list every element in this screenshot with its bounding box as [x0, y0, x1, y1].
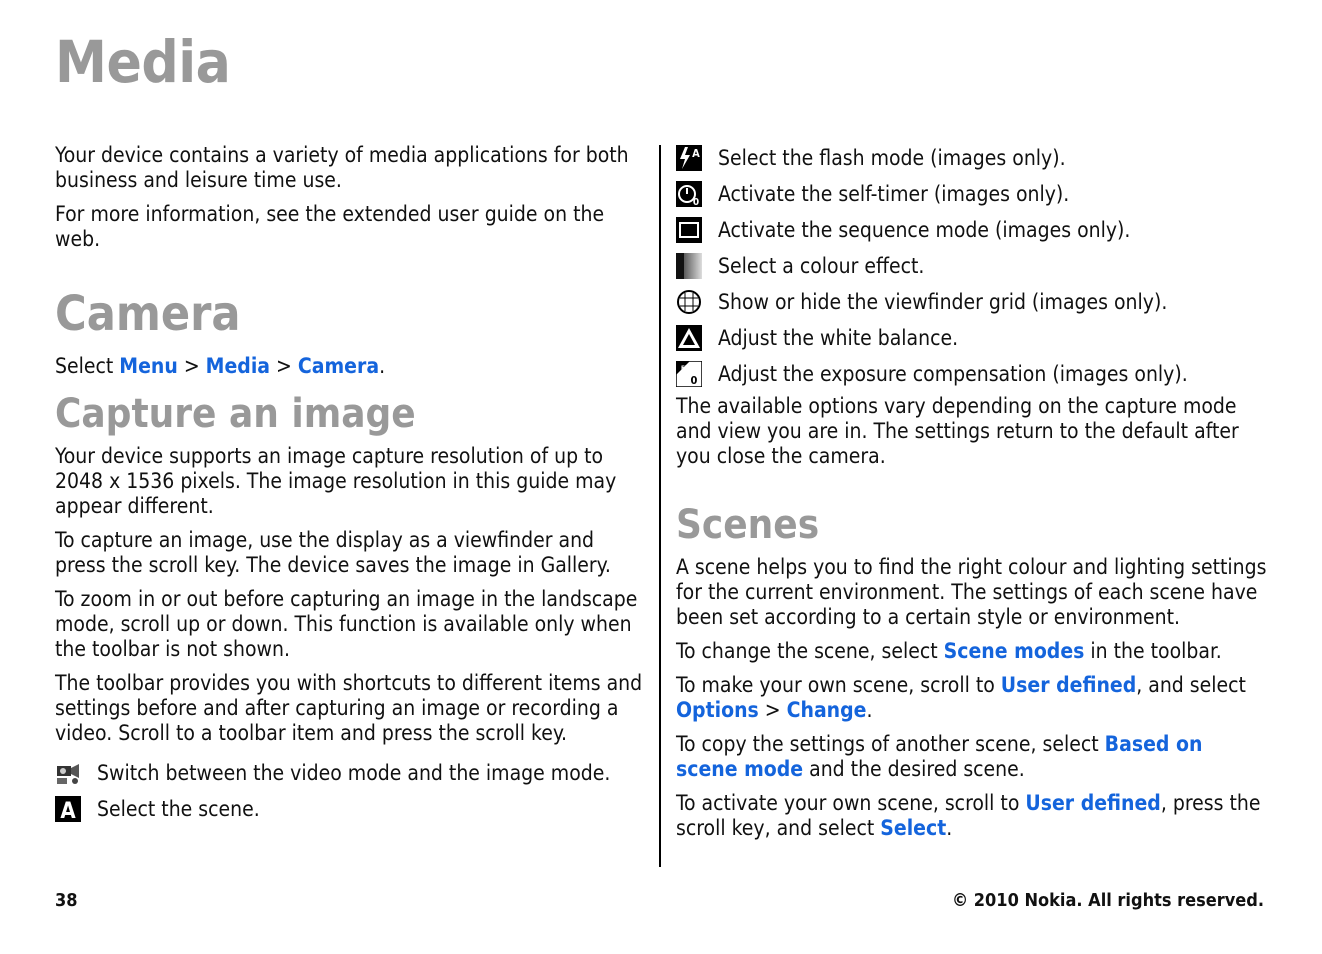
toolbar-item-white-balance	[676, 320, 1268, 356]
toolbar-item-sequence	[676, 212, 1268, 248]
scenes-activate-paragraph	[676, 791, 1268, 841]
left-column	[55, 143, 647, 827]
scenes-change-paragraph	[676, 639, 1268, 664]
svg-text:A: A	[692, 147, 700, 160]
path-separator: >	[183, 354, 200, 378]
link-media[interactable]: Media	[205, 354, 271, 378]
svg-text:0: 0	[692, 197, 700, 207]
capture-paragraph: The toolbar provides you with shortcuts to different items and settings before and after capturing an image or recording a video. Scroll to a toolbar item and press the scroll key.	[55, 671, 643, 745]
toolbar-item-text: Select the scene.	[97, 797, 260, 821]
toolbar-item-text: Switch between the video mode and the image mode.	[97, 761, 611, 785]
path-separator: >	[276, 354, 292, 378]
svg-text:A: A	[60, 799, 76, 822]
link-based-on-scene-mode[interactable]: Based on scene mode	[676, 732, 1203, 781]
link-user-defined[interactable]: User defined	[1025, 791, 1161, 815]
sequence-mode-icon	[676, 217, 702, 243]
link-camera[interactable]: Camera	[297, 354, 380, 378]
copyright: © 2010 Nokia. All rights reserved.	[951, 890, 1264, 911]
link-scene-modes[interactable]: Scene modes	[943, 639, 1085, 663]
toolbar-item-text: Adjust the exposure compensation (images only).	[718, 362, 1188, 386]
text-fragment: To change the scene, select	[676, 639, 938, 663]
toolbar-item-text: Select a colour effect.	[718, 254, 925, 278]
toolbar-item-flash	[676, 140, 1268, 176]
path-separator: >	[764, 698, 781, 722]
capture-paragraph: To zoom in or out before capturing an image in the landscape mode, scroll up or down. This function is available only when the toolbar is not shown.	[55, 587, 638, 661]
video-camera-switch-icon	[55, 760, 81, 786]
scenes-paragraph: A scene helps you to find the right colour and lighting settings for the current environment. The settings of each scene have been set according to a certain style or environment.	[676, 555, 1267, 629]
link-user-defined[interactable]: User defined	[1000, 673, 1137, 697]
toolbar-item-scene	[55, 791, 647, 827]
text-fragment: To make your own scene, scroll to	[676, 673, 995, 697]
link-select[interactable]: Select	[880, 816, 947, 840]
toolbar-item-text: Select the flash mode (images only).	[718, 146, 1066, 170]
text-fragment: To copy the settings of another scene, select	[676, 732, 1099, 756]
capture-heading: Capture an image	[55, 391, 416, 437]
flash-auto-icon	[676, 145, 702, 171]
text-fragment: .	[866, 698, 873, 722]
toolbar-item-exposure	[676, 356, 1268, 392]
toolbar-item-switch-mode	[55, 755, 647, 791]
intro-paragraph: Your device contains a variety of media applications for both business and leisure time use.	[55, 143, 629, 192]
text-fragment: , press the scroll key, and select	[676, 791, 1261, 840]
intro-paragraph: For more information, see the extended user guide on the web.	[55, 202, 605, 251]
select-prefix: Select	[55, 354, 114, 378]
text-fragment: and the desired scene.	[809, 757, 1025, 781]
toolbar-item-text: Show or hide the viewfinder grid (images only).	[718, 290, 1168, 314]
svg-text:0: 0	[690, 374, 698, 387]
text-fragment: To activate your own scene, scroll to	[676, 791, 1020, 815]
toolbar-item-text: Adjust the white balance.	[718, 326, 959, 350]
scenes-copy-paragraph	[676, 732, 1268, 782]
column-divider	[659, 145, 661, 867]
scenes-heading: Scenes	[676, 502, 820, 548]
scene-a-icon	[55, 796, 81, 822]
capture-paragraph: To capture an image, use the display as a viewfinder and press the scroll key. The device saves the image in Gallery.	[55, 528, 611, 577]
white-balance-icon	[676, 325, 702, 351]
link-options[interactable]: Options	[676, 698, 759, 722]
toolbar-item-self-timer	[676, 176, 1268, 212]
camera-path	[55, 354, 647, 379]
text-fragment: in the toolbar.	[1090, 639, 1222, 663]
self-timer-icon	[676, 181, 702, 207]
viewfinder-grid-icon	[676, 289, 702, 315]
toolbar-item-text: Activate the self-timer (images only).	[718, 182, 1070, 206]
exposure-compensation-icon	[676, 361, 702, 387]
page-number: 38	[55, 890, 78, 911]
link-menu[interactable]: Menu	[119, 354, 178, 378]
toolbar-item-text: Activate the sequence mode (images only).	[718, 218, 1131, 242]
camera-heading: Camera	[55, 286, 241, 342]
link-change[interactable]: Change	[786, 698, 867, 722]
scenes-make-paragraph	[676, 673, 1268, 723]
options-note: The available options vary depending on the capture mode and view you are in. The settings return to the default after you close the camera.	[676, 394, 1239, 468]
text-fragment: .	[946, 816, 953, 840]
toolbar-item-grid	[676, 284, 1268, 320]
capture-paragraph: Your device supports an image capture resolution of up to 2048 x 1536 pixels. The image resolution in this guide may appear different.	[55, 444, 617, 518]
colour-effect-icon	[676, 253, 702, 279]
text-fragment: , and select	[1136, 673, 1246, 697]
toolbar-item-colour-effect	[676, 248, 1268, 284]
right-column	[676, 143, 1268, 850]
svg-text:EV: EV	[681, 365, 689, 372]
path-end: .	[379, 354, 386, 378]
page-title: Media	[55, 28, 231, 96]
